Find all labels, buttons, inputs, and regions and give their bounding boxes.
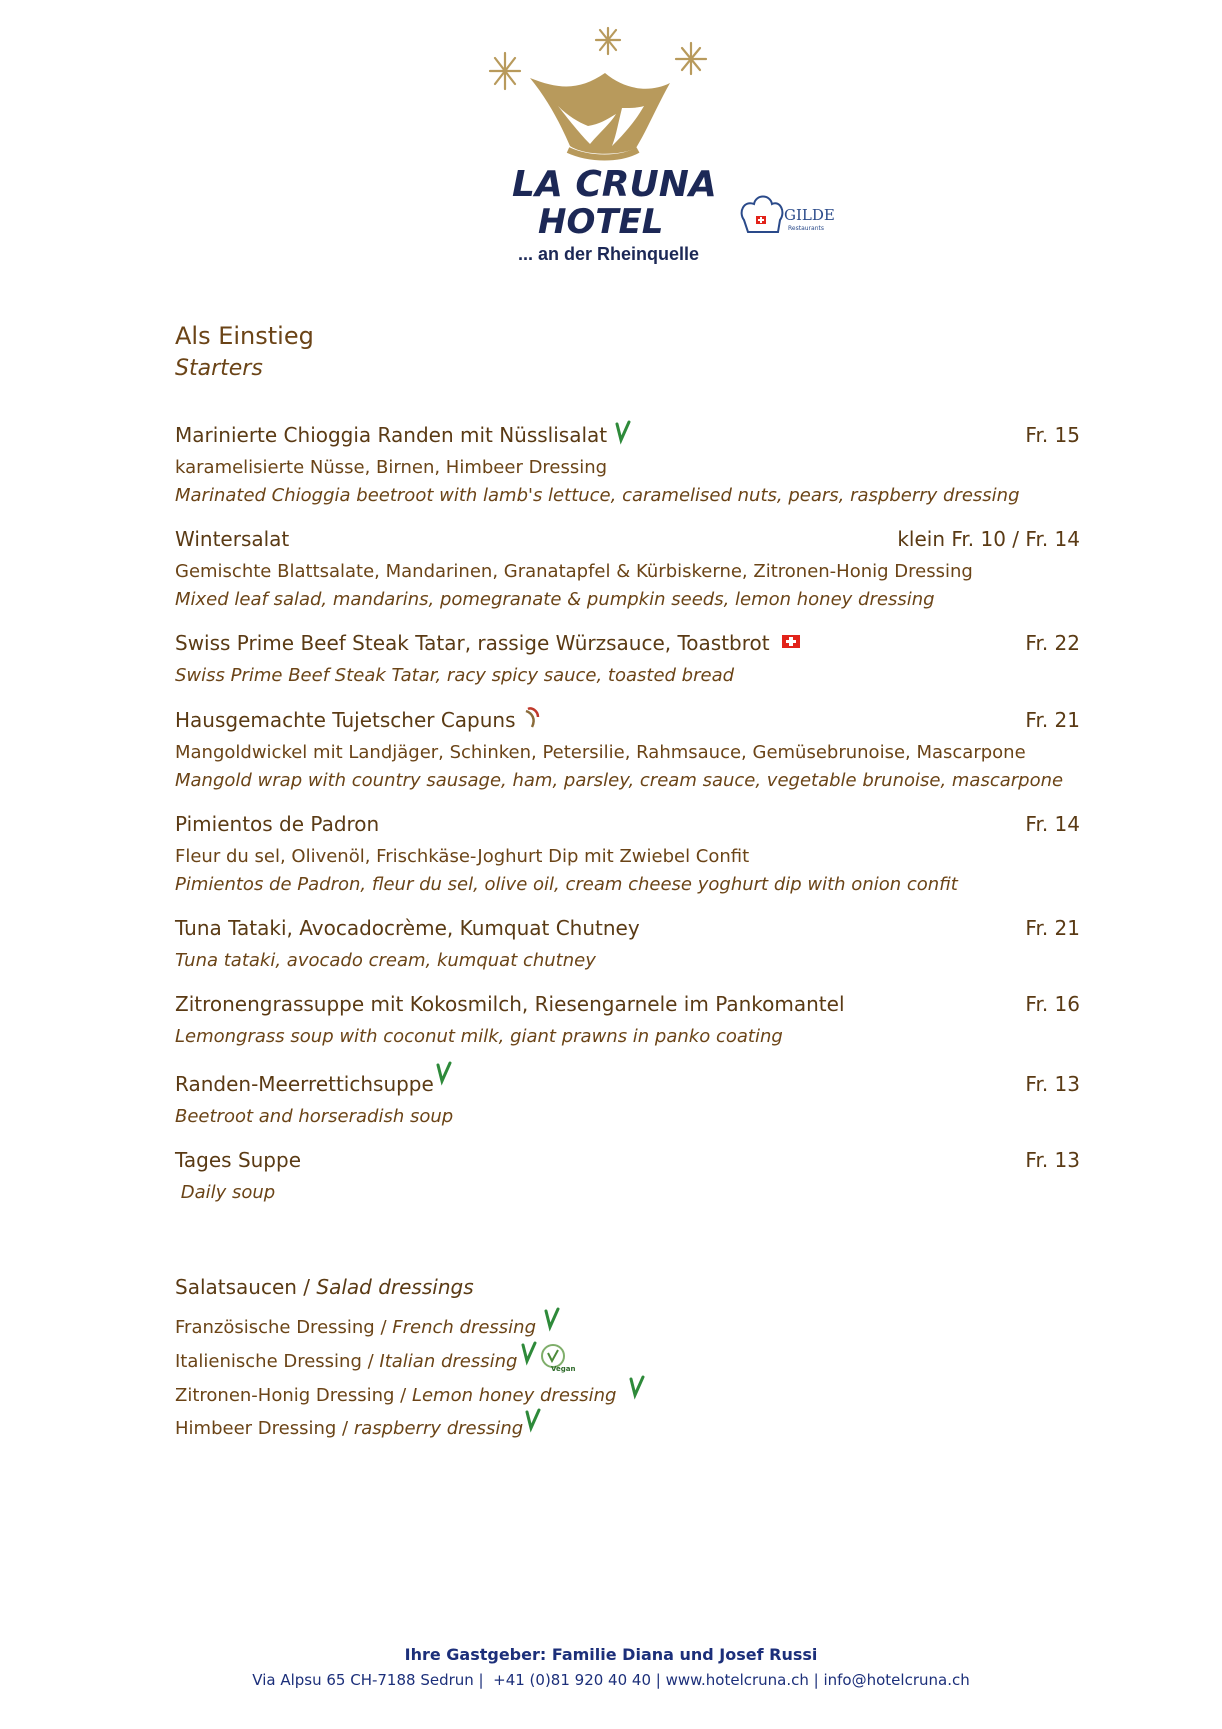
item-name: Pimientos de Padron (175, 812, 380, 836)
item-price: Fr. 13 (1025, 1148, 1080, 1172)
item-price: klein Fr. 10 / Fr. 14 (897, 527, 1080, 551)
vegan-badge-icon (539, 1343, 576, 1373)
dressing-item: Italienische Dressing / Italian dressing Vegan (175, 1347, 573, 1377)
item-price: Fr. 14 (1025, 812, 1080, 836)
menu-item (175, 628, 1080, 690)
crown-logo-icon (460, 28, 740, 273)
swiss-flag-icon (782, 635, 800, 648)
hotel-tagline: ... an der Rheinquelle (518, 244, 700, 264)
svg-text:HOTEL: HOTEL (538, 202, 664, 242)
item-name: Marinierte Chioggia Randen mit Nüsslisalat (175, 423, 608, 447)
menu-item (175, 420, 1080, 510)
footer-hosts: Ihre Gastgeber: Familie Diana und Josef Russi (404, 1645, 818, 1664)
menu-item (175, 705, 1080, 795)
item-desc-en: Mangold wrap with country sausage, ham, parsley, cream sauce, vegetable brunoise, mascarpone (175, 770, 1064, 791)
item-name: Zitronengrassuppe mit Kokosmilch, Riesengarnele im Pankomantel (175, 992, 845, 1016)
item-desc-de: karamelisierte Nüsse, Birnen, Himbeer Dressing (175, 457, 608, 478)
vegetarian-leaf-icon (627, 1375, 647, 1399)
item-desc-de: Fleur du sel, Olivenöl, Frischkäse-Joghurt Dip mit Zwiebel Confit (175, 846, 750, 867)
vegetarian-leaf-icon (542, 1307, 562, 1331)
item-desc-en: Mixed leaf salad, mandarins, pomegranate & pumpkin seeds, lemon honey dressing (175, 589, 935, 610)
dressing-item: Zitronen-Honig Dressing / Lemon honey dressing (175, 1381, 647, 1411)
item-desc-de: Gemischte Blattsalate, Mandarinen, Granatapfel & Kürbiskerne, Zitronen-Honig Dressing (175, 561, 973, 582)
item-price: Fr. 15 (1025, 423, 1080, 447)
item-name: Tages Suppe (175, 1148, 302, 1172)
item-price: Fr. 13 (1025, 1072, 1080, 1096)
chef-hat-icon (738, 190, 858, 240)
menu-item (175, 1069, 1080, 1131)
svg-text:LA CRUNA: LA CRUNA (512, 164, 717, 205)
menu-item (175, 1145, 1080, 1207)
item-desc-en: Marinated Chioggia beetroot with lamb's lettuce, caramelised nuts, pears, raspberry dressing (175, 485, 1020, 506)
item-desc-en: Tuna tataki, avocado cream, kumquat chutney (175, 950, 596, 971)
hotel-logo (460, 28, 740, 273)
svg-text:Vegan: Vegan (551, 1365, 576, 1373)
vegetarian-leaf-icon (519, 1341, 539, 1365)
dressing-item: Himbeer Dressing / raspberry dressing (175, 1414, 543, 1444)
regional-specialty-icon (522, 705, 544, 729)
vegetarian-leaf-icon (434, 1061, 454, 1085)
item-name: Tuna Tataki, Avocadocrème, Kumquat Chutney (175, 916, 640, 940)
footer-contact: Via Alpsu 65 CH-7188 Sedrun | +41 (0)81 920 40 40 | www.hotelcruna.ch | info@hotelcruna.ch (252, 1671, 970, 1689)
svg-text:GILDE: GILDE (784, 206, 835, 224)
menu-item (175, 913, 1080, 975)
item-name: Randen-Meerrettichsuppe (175, 1072, 434, 1096)
item-name: Wintersalat (175, 527, 290, 551)
item-name: Hausgemachte Tujetscher Capuns (175, 708, 516, 732)
menu-content (175, 320, 1080, 1439)
item-desc-en: Swiss Prime Beef Steak Tatar, racy spicy sauce, toasted bread (175, 665, 735, 686)
section-subtitle: Starters (175, 356, 263, 381)
item-price: Fr. 22 (1025, 631, 1080, 655)
menu-item (175, 809, 1080, 899)
gilde-restaurants-logo (738, 190, 858, 240)
item-name: Swiss Prime Beef Steak Tatar, rassige Würzsauce, Toastbrot (175, 631, 770, 655)
menu-item (175, 524, 1080, 614)
item-desc-de: Mangoldwickel mit Landjäger, Schinken, Petersilie, Rahmsauce, Gemüsebrunoise, Mascarpone (175, 742, 1026, 763)
item-desc-en: Pimientos de Padron, fleur du sel, olive oil, cream cheese yoghurt dip with onion confit (175, 874, 958, 895)
vegetarian-leaf-icon (613, 420, 633, 444)
item-price: Fr. 21 (1025, 916, 1080, 940)
svg-text:Restaurants: Restaurants (788, 225, 824, 232)
item-desc-en: Daily soup (175, 1182, 276, 1203)
dressing-item: Französische Dressing / French dressing (175, 1313, 562, 1343)
vegetarian-leaf-icon (523, 1408, 543, 1432)
menu-item (175, 989, 1080, 1051)
item-desc-en: Beetroot and horseradish soup (175, 1106, 454, 1127)
dressings-title: Salatsaucen / Salad dressings (175, 1275, 474, 1299)
item-desc-en: Lemongrass soup with coconut milk, giant prawns in panko coating (175, 1026, 783, 1047)
item-price: Fr. 16 (1025, 992, 1080, 1016)
section-title: Als Einstieg (175, 322, 314, 350)
item-price: Fr. 21 (1025, 708, 1080, 732)
